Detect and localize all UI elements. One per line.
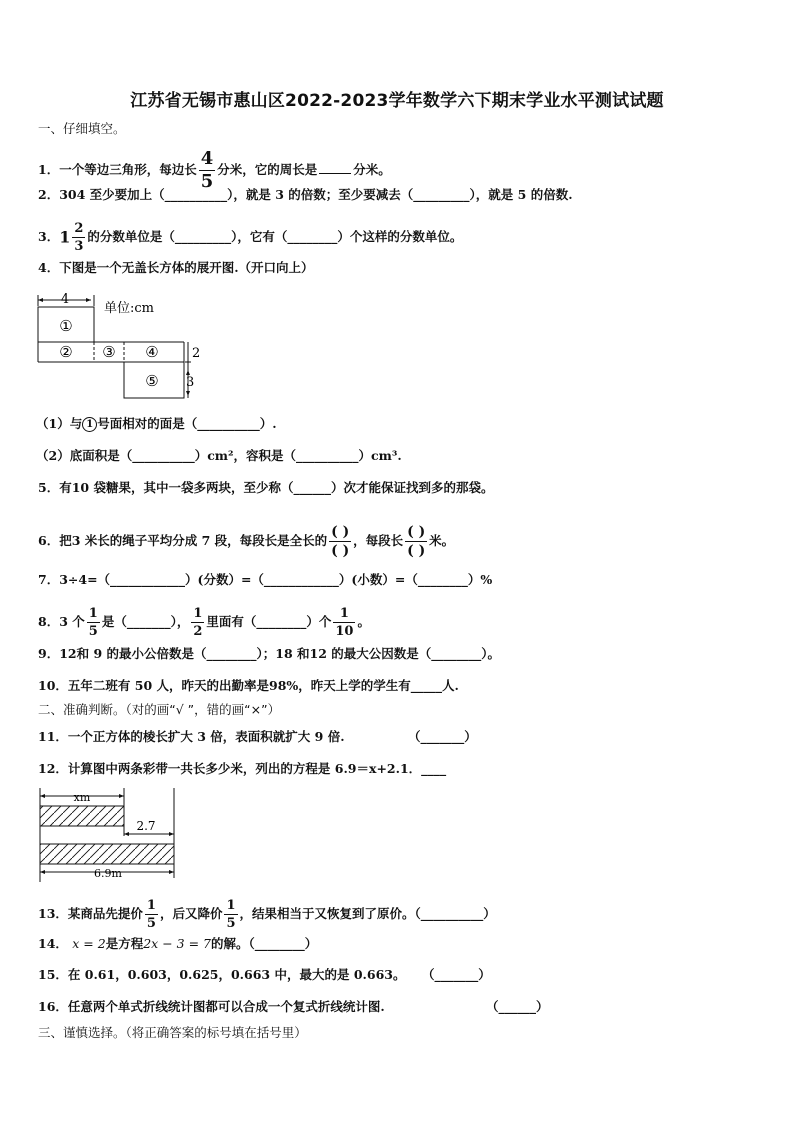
question-1 — [38, 150, 391, 191]
question-4-2: （2）底面积是（__________）cm²，容积是（__________）cm³. — [36, 448, 402, 463]
question-text: 号面相对的面是（__________）. — [97, 416, 277, 431]
question-9 — [38, 645, 500, 663]
question-10 — [38, 677, 459, 695]
question-text: 有10 袋糖果，其中一袋多两块，至少称（______）次才能保证找到多的那袋。 — [59, 480, 494, 495]
denominator: 5 — [226, 916, 236, 931]
fraction — [145, 899, 158, 930]
denominator: 3 — [74, 239, 84, 254]
blank-fraction[interactable] — [405, 524, 427, 559]
fraction — [72, 222, 85, 253]
blank-fraction[interactable] — [329, 524, 351, 559]
gap-label: 2.7 — [136, 819, 156, 833]
question-text: 计算图中两条彩带一共长多少米，列出的方程是 6.9＝x+2.1．____ — [67, 761, 447, 776]
question-text: 一个正方体的棱长扩大 3 倍，表面积就扩大 9 倍. — [67, 729, 345, 744]
top-ribbon — [40, 806, 124, 826]
question-text: 里面有（________）个 — [206, 614, 332, 629]
fraction — [224, 899, 237, 930]
answer-paren[interactable]: （_______） — [408, 729, 477, 744]
question-text: 3 个 — [59, 614, 85, 629]
answer-blank[interactable] — [319, 161, 351, 174]
numerator: 1 — [193, 606, 203, 621]
mixed-integer: 1 — [59, 227, 71, 247]
question-text: 分米，它的周长是 — [217, 162, 318, 177]
question-4 — [38, 259, 314, 277]
denominator-blank: ( ) — [331, 543, 350, 559]
bottom-ribbon-label: 6.9m — [94, 867, 122, 880]
question-text: 任意两个单式折线统计图都可以合成一个复式折线统计图. — [67, 999, 385, 1014]
question-text: 米。 — [429, 533, 455, 548]
section-3-heading: 三、谨慎选择。（将正确答案的标号填在括号里） — [38, 1025, 307, 1040]
denominator: 5 — [200, 171, 214, 192]
numerator: 1 — [339, 606, 349, 621]
page-title: 江苏省无锡市惠山区2022-2023学年数学六下期末学业水平测试试题 — [130, 91, 664, 111]
question-number: 15． — [38, 967, 68, 982]
question-text: 304 至少要加上（__________），就是 3 的倍数；至少要减去（_________），就是 5 的倍数. — [59, 187, 573, 202]
question-14 — [38, 935, 317, 953]
question-4-1 — [36, 415, 277, 433]
question-text: 的解。（________） — [210, 936, 318, 951]
question-text: 3÷4=（____________）(分数）=（____________）(小数）=（________）% — [59, 572, 493, 587]
denominator: 10 — [335, 624, 354, 639]
question-16 — [38, 998, 385, 1016]
equation: 2x − 3 = 7 — [143, 936, 211, 951]
answer-paren[interactable]: （_______） — [422, 967, 491, 982]
face-1-label: ① — [59, 317, 73, 335]
question-number: 9． — [38, 646, 60, 661]
numerator: 1 — [226, 898, 236, 913]
question-7 — [38, 571, 492, 589]
question-text: 分米。 — [353, 162, 391, 177]
question-number: 5． — [38, 480, 60, 495]
unit-label: 单位:cm — [104, 301, 154, 316]
answer-paren[interactable]: （______） — [486, 999, 549, 1014]
bottom-ribbon — [40, 844, 174, 864]
question-number: 8． — [38, 614, 60, 629]
equation: x = 2 — [72, 936, 106, 951]
question-text: ，结果相当于又恢复到了原价。（__________） — [239, 906, 496, 921]
question-text: 在 0.61，0.603，0.625，0.663 中，最大的是 0.663。 — [67, 967, 406, 982]
denominator: 5 — [88, 624, 98, 639]
question-number: 2． — [38, 187, 60, 202]
question-2 — [38, 186, 573, 204]
box-net-figure — [34, 290, 214, 405]
fraction — [191, 607, 204, 638]
question-text: 一个等边三角形，每边长 — [59, 162, 197, 177]
question-number: 6． — [38, 533, 60, 548]
section-2-heading: 二、准确判断。（对的画“√ ”，错的画“×”） — [38, 702, 281, 717]
question-number: 3． — [38, 229, 60, 244]
question-number: 12． — [38, 761, 68, 776]
question-text: 12和 9 的最小公倍数是（________）；18 和12 的最大公因数是（________）。 — [59, 646, 500, 661]
face-5-label: ⑤ — [145, 372, 159, 390]
question-13 — [38, 899, 496, 930]
question-number: 16． — [38, 999, 68, 1014]
question-3 — [38, 222, 462, 253]
denominator: 2 — [193, 624, 203, 639]
question-text: 某商品先提价 — [67, 906, 143, 921]
question-text: ，后又降价 — [159, 906, 223, 921]
denominator: 5 — [146, 916, 156, 931]
face-4-label: ④ — [145, 343, 159, 361]
denominator-blank: ( ) — [407, 543, 426, 559]
question-text: 五年二班有 50 人，昨天的出勤率是98%，昨天上学的学生有_____人. — [67, 678, 459, 693]
question-12 — [38, 760, 446, 778]
face-3-label: ③ — [102, 343, 116, 361]
fraction — [87, 607, 100, 638]
numerator: 1 — [88, 606, 98, 621]
question-number: 11． — [38, 729, 68, 744]
numerator-blank: ( ) — [331, 524, 350, 540]
question-number: 13． — [38, 906, 68, 921]
ribbon-figure — [36, 786, 186, 886]
numerator: 1 — [146, 898, 156, 913]
numerator: 4 — [200, 148, 214, 169]
question-text: 下图是一个无盖长方体的展开图.（开口向上） — [59, 260, 314, 275]
question-text: 的分数单位是（_________），它有（________）个这样的分数单位。 — [87, 229, 463, 244]
question-11 — [38, 728, 345, 746]
top-ribbon-label: xm — [73, 791, 91, 804]
question-text: 。 — [357, 614, 370, 629]
question-number: 7． — [38, 572, 60, 587]
question-5 — [38, 479, 493, 497]
face-2-label: ② — [59, 343, 73, 361]
dim-2-label: 2 — [192, 346, 201, 361]
question-number: 1． — [38, 162, 60, 177]
fraction — [333, 607, 355, 638]
numerator: 2 — [74, 221, 84, 236]
numerator-blank: ( ) — [407, 524, 426, 540]
section-1-heading: 一、仔细填空。 — [38, 121, 126, 136]
question-6 — [38, 524, 454, 559]
question-text: 把3 米长的绳子平均分成 7 段，每段长是全长的 — [59, 533, 328, 548]
question-text: （1）与 — [36, 416, 83, 431]
question-number: 10． — [38, 678, 68, 693]
circled-number: 1 — [82, 417, 97, 432]
question-number: 14． — [38, 936, 68, 951]
question-number: 4． — [38, 260, 60, 275]
dim-3-label: 3 — [186, 375, 195, 390]
fraction — [199, 150, 216, 191]
question-15 — [38, 966, 405, 984]
question-text: ，每段长 — [353, 533, 404, 548]
question-8 — [38, 607, 370, 638]
question-text: 是方程 — [105, 936, 144, 951]
question-text: 是（_______）， — [101, 614, 190, 629]
top-length-label: 4 — [60, 292, 70, 307]
